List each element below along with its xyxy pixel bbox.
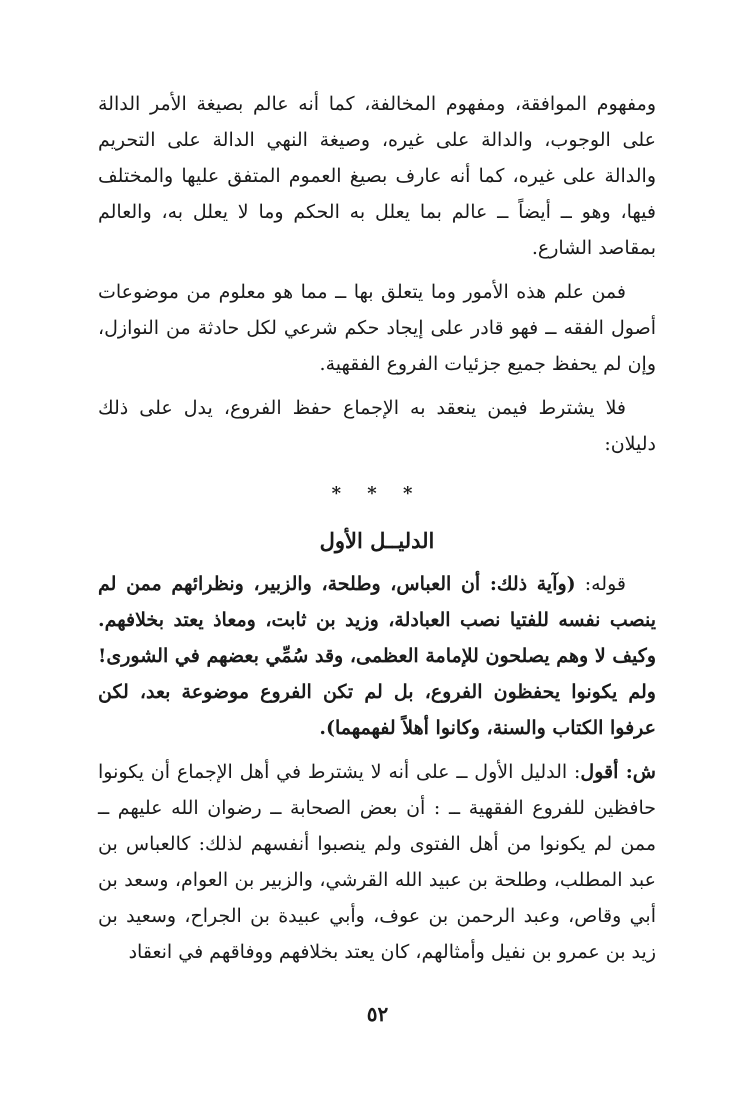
commentary-label: أقول: [580, 761, 619, 783]
page-body: [98, 86, 656, 970]
quote-lead: قوله:: [575, 573, 626, 595]
paragraph-2: فمن علم هذه الأمور وما يتعلق بها ــ مما هو معلوم من موضوعات أصول الفقه ــ فهو قادر على إيجاد حكم شرعي لكل حادثة من النوازل، وإن لم يحفظ جميع جزئيات الفروع الفقهية.: [98, 281, 656, 375]
quote-text: (وآية ذلك: أن العباس، وطلحة، والزبير، ونظرائهم ممن لم ينصب نفسه للفتيا نصب العبادلة، وزيد بن ثابت، ومعاذ يعتد بخلافهم. وكيف لا وهم يصلحون للإمامة العظمى، وقد سُمِّي بعضهم في الشورى! ولم يكونوا يحفظون الفروع، بل لم تكن الفروع موضوعة بعد، لكن عرفوا الكتاب والسنة، وكانوا أهلاً لفهمهما).: [98, 573, 656, 739]
section-heading: الدليــل الأول: [319, 528, 435, 553]
paragraph-3: فلا يشترط فيمن ينعقد به الإجماع حفظ الفروع، يدل على ذلك دليلان:: [98, 397, 656, 455]
quote-paragraph: [98, 566, 656, 746]
commentary-paragraph: [98, 754, 656, 970]
commentary-prefix: ش:: [618, 761, 657, 783]
section-separator: * * *: [331, 483, 423, 504]
commentary-text: : الدليل الأول ــ على أنه لا يشترط في أهل الإجماع أن يكونوا حافظين للفروع الفقهية ــ : أن بعض الصحابة ــ رضوان الله عليهم ــ ممن لم يكونوا من أهل الفتوى ولم ينصبوا أنفسهم لذلك: كالعباس بن عبد المطلب، وطلحة بن عبيد الله القرشي، والزبير بن العوام، وسعد بن أبي وقاص، وعبد الرحمن بن عوف، وأبي عبيدة بن الجراح، وسعيد بن زيد بن عمرو بن نفيل وأمثالهم، كان يعتد بخلافهم ووفاقهم في انعقاد: [98, 761, 656, 963]
page-number: ٥٢: [366, 1002, 389, 1026]
paragraph-1: ومفهوم الموافقة، ومفهوم المخالفة، كما أنه عالم بصيغة الأمر الدالة على الوجوب، والدالة على غيره، وصيغة النهي الدالة على التحريم والدالة على غيره، كما أنه عارف بصيغ العموم المتفق عليها والمختلف فيها، وهو ــ أيضاً ــ عالم بما يعلل به الحكم وما لا يعلل به، والعالم بمقاصد الشارع.: [98, 93, 656, 259]
